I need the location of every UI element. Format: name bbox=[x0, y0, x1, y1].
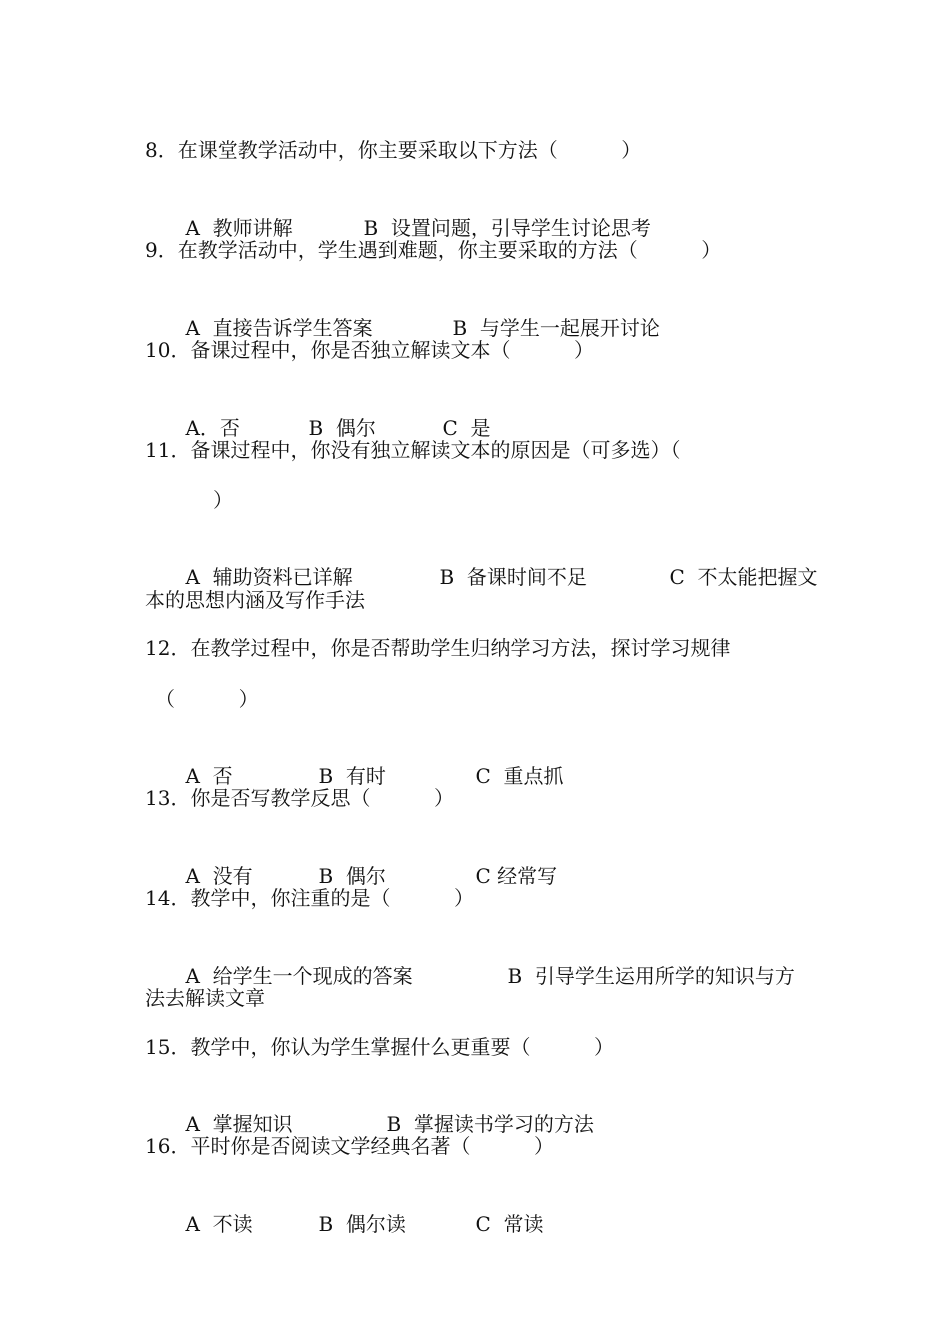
question-10: 10．备课过程中，你是否独立解读文本（ ） bbox=[145, 338, 595, 362]
option-b: B 引导学生运用所学的知识与方 bbox=[507, 964, 795, 988]
option-a: A 直接告诉学生答案 bbox=[185, 316, 373, 340]
option-c: C 重点抓 bbox=[475, 764, 564, 788]
option-c: C 常读 bbox=[475, 1212, 544, 1236]
question-14: 14．教学中，你注重的是（ ） bbox=[145, 886, 475, 910]
option-c: C 不太能把握文 bbox=[669, 565, 818, 589]
option-a: A 辅助资料已详解 bbox=[185, 565, 353, 589]
question-16-options bbox=[160, 1182, 543, 1266]
option-b: B 设置问题，引导学生讨论思考 bbox=[363, 216, 651, 240]
option-b: B 有时 bbox=[318, 764, 386, 788]
option-b: B 与学生一起展开讨论 bbox=[452, 316, 660, 340]
question-11-continuation: ） bbox=[213, 488, 233, 512]
option-b: B 偶尔读 bbox=[318, 1212, 406, 1236]
option-c: C 是 bbox=[442, 416, 491, 440]
question-11-options-continuation: 本的思想内涵及写作手法 bbox=[145, 588, 365, 612]
option-b: B 掌握读书学习的方法 bbox=[386, 1112, 594, 1136]
question-13: 13．你是否写教学反思（ ） bbox=[145, 786, 455, 810]
question-12: 12．在教学过程中，你是否帮助学生归纳学习方法，探讨学习规律 bbox=[145, 636, 731, 660]
option-a: A．否 bbox=[185, 416, 240, 440]
option-b: B 偶尔 bbox=[308, 416, 376, 440]
option-a: A 教师讲解 bbox=[185, 216, 293, 240]
question-11: 11．备课过程中，你没有独立解读文本的原因是（可多选）（ bbox=[145, 438, 681, 462]
option-a: A 没有 bbox=[185, 864, 253, 888]
option-a: A 否 bbox=[185, 764, 233, 788]
question-15: 15．教学中，你认为学生掌握什么更重要（ ） bbox=[145, 1035, 615, 1059]
option-b: B 偶尔 bbox=[318, 864, 386, 888]
option-a: A 掌握知识 bbox=[185, 1112, 293, 1136]
question-16: 16．平时你是否阅读文学经典名著（ ） bbox=[145, 1134, 555, 1158]
question-9: 9．在教学活动中，学生遇到难题，你主要采取的方法（ ） bbox=[145, 238, 722, 262]
question-12-continuation: （ ） bbox=[155, 687, 259, 711]
option-a: A 不读 bbox=[185, 1212, 253, 1236]
option-b: B 备课时间不足 bbox=[439, 565, 587, 589]
option-c: C 经常写 bbox=[475, 864, 558, 888]
question-14-options-continuation: 法去解读文章 bbox=[145, 986, 265, 1010]
option-a: A 给学生一个现成的答案 bbox=[185, 964, 413, 988]
question-8: 8．在课堂教学活动中，你主要采取以下方法（ ） bbox=[145, 138, 642, 162]
